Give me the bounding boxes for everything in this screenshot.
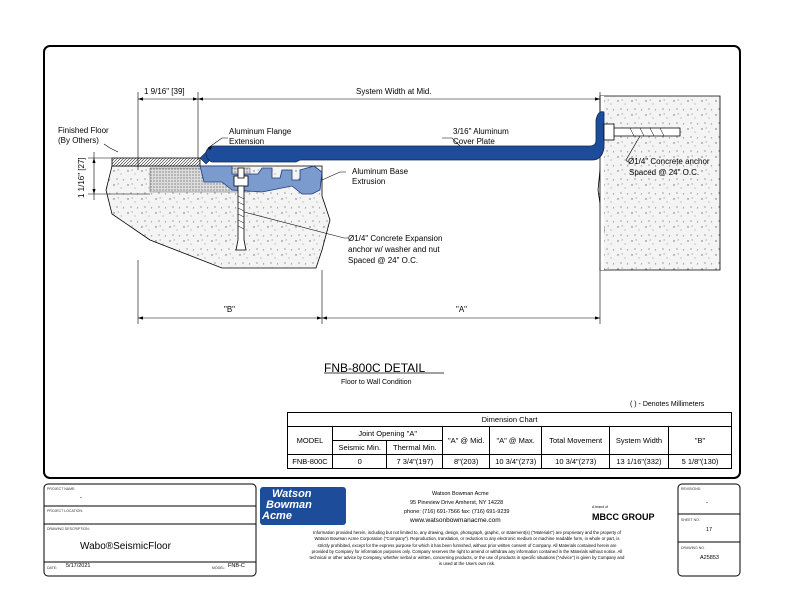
chart-header-total: Total Movement xyxy=(542,427,609,455)
wall-anchor-label-2: Spaced @ 24" O.C. xyxy=(629,168,700,177)
floor-anchor-label-3: Spaced @ 24" O.C. xyxy=(348,256,419,265)
flange-ext-label-2: Extension xyxy=(229,137,265,146)
disclaimer: Information provided herein, including but not limited to, any drawing, design, photograph, graphic, or statement(s) ("Materials") are proprietary and the property of Watson Bowman Acme Corporation ("Company"). Reproduction, translation, or reduction to any electronic medium or machine readable form, in whole or part, is strictly prohibited, except for the express purpose for which it has been furnished, without prior written consent of Company. All Materials contained herein are provided by Company for information purposes only. Company reserves the right to amend or withdraw any information contained in the Materials without notice. All technical or other advice by Company, whether verbal or written, concerning products, or the use of products in specific situations ("Advice") is given by Company and is used at the Users own risk. xyxy=(309,530,625,567)
cover-plate-label-1: 3/16" Aluminum xyxy=(453,127,509,136)
chart-header-joint: Joint Opening "A" xyxy=(333,427,443,441)
finished-floor-label-2: (By Others) xyxy=(58,136,99,145)
wall-anchor xyxy=(612,128,680,136)
chart-header-b: "B" xyxy=(669,427,732,455)
drawing-desc-label: DRAWING DESCRIPTION: xyxy=(47,527,90,531)
chart-caption: Dimension Chart xyxy=(288,413,732,427)
chart-header-system: System Width xyxy=(609,427,668,455)
dim-top-left: 1 9/16" [39] xyxy=(144,87,185,96)
table-row xyxy=(288,455,732,469)
date-value: 5/17/2021 xyxy=(66,563,91,569)
flange-ext-label-1: Aluminum Flange xyxy=(229,127,292,136)
company-address: 95 Pineview Drive Amherst, NY 14228 xyxy=(410,500,504,506)
chart-header-amax: "A" @ Max. xyxy=(489,427,542,455)
mbcc-group: MBCC GROUP xyxy=(592,512,655,522)
cell-amax: 10 3/4"(273) xyxy=(489,455,542,469)
company-web: www.watsonbowmanacme.com xyxy=(410,517,501,524)
base-ext-label-2: Extrusion xyxy=(352,177,386,186)
cell-b: 5 1/8"(130) xyxy=(669,455,732,469)
cell-system: 13 1/16"(332) xyxy=(609,455,668,469)
dim-a-label: "A" xyxy=(456,305,468,314)
project-location-label: PROJECT LOCATION: xyxy=(47,509,83,513)
detail-subtitle: Floor to Wall Condition xyxy=(341,379,412,386)
model-value: FNB-C xyxy=(228,563,245,569)
sheet-no-label: SHEET NO. xyxy=(681,518,700,522)
drawing-description: Wabo®SeismicFloor xyxy=(80,541,171,552)
cell-thermal: 7 3/4"(197) xyxy=(387,455,443,469)
cell-seismic: 0 xyxy=(333,455,387,469)
dim-system-width: System Width at Mid. xyxy=(356,87,432,96)
dim-height: 1 1/16" [27] xyxy=(77,157,86,198)
base-ext-label-1: Aluminum Base xyxy=(352,167,409,176)
cell-amid: 8"(203) xyxy=(443,455,490,469)
finished-floor-label-1: Finished Floor xyxy=(58,126,109,135)
company-logo: Watson Bowman Acme xyxy=(260,487,346,525)
brand-of: A brand of xyxy=(592,505,608,509)
detail-title: FNB-800C DETAIL xyxy=(324,361,426,375)
model-label: MODEL: xyxy=(212,566,226,570)
dimension-chart xyxy=(287,412,732,469)
revisions-value: - xyxy=(706,500,708,506)
project-name: - xyxy=(80,495,82,501)
wall-anchor-label-1: Ø1/4" Concrete anchor xyxy=(628,157,710,166)
chart-header-seismic: Seismic Min. xyxy=(333,441,387,455)
mm-note: ( ) - Denotes Millimeters xyxy=(630,401,705,408)
wall xyxy=(598,96,720,270)
company-phone: phone: (716) 691-7566 fax: (716) 691-9239 xyxy=(404,509,510,515)
floor-anchor-label-1: Ø1/4" Concrete Expansion xyxy=(348,234,443,243)
chart-header-thermal: Thermal Min. xyxy=(387,441,443,455)
drawing-no: A25853 xyxy=(700,555,719,561)
drawing-no-label: DRAWING NO. xyxy=(681,546,705,550)
project-name-label: PROJECT NAME: xyxy=(47,487,76,491)
cell-total: 10 3/4"(273) xyxy=(542,455,609,469)
dim-b-label: "B" xyxy=(224,305,236,314)
floor-anchor-label-2: anchor w/ washer and nut xyxy=(348,245,440,254)
cell-model: FNB-800C xyxy=(288,455,333,469)
chart-header-model: MODEL xyxy=(288,427,333,455)
finished-floor xyxy=(112,158,200,166)
date-label: DATE: xyxy=(47,566,58,570)
revisions-label: REVISIONS: xyxy=(681,487,702,491)
sheet-no: 17 xyxy=(706,527,713,533)
cover-plate xyxy=(206,112,604,162)
company-name: Watson Bowman Acme xyxy=(432,491,489,497)
chart-header-amid: "A" @ Mid. xyxy=(443,427,490,455)
cover-plate-label-2: Cover Plate xyxy=(453,137,495,146)
